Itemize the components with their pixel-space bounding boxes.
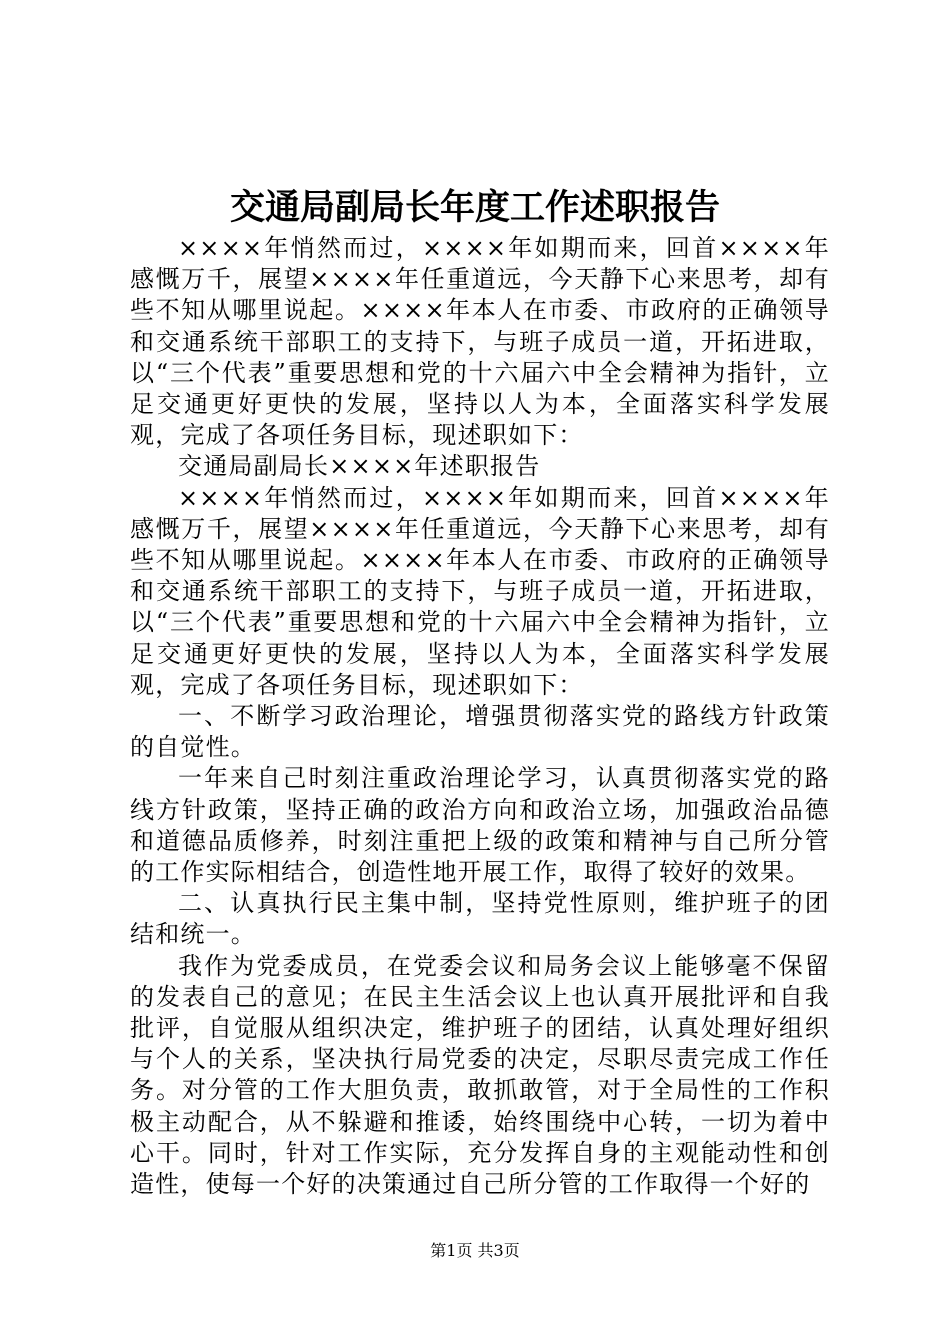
paragraph-intro-repeat: ××××年悄然而过，××××年如期而来，回首××××年感慨万千，展望××××年任重道远，今天静下心来思考，却有些不知从哪里说起。××××年本人在市委、市政府的正确领导和交通系统干部职工的支持下，与班子成员一道，开拓进取，以“三个代表”重要思想和党的十六届六中全会精神为指针，立足交通更好更快的发展，坚持以人为本，全面落实科学发展观，完成了各项任务目标，现述职如下： [130, 483, 830, 699]
page-number-footer: 第1页 共3页 [430, 1241, 520, 1260]
paragraph-intro: ××××年悄然而过，××××年如期而来，回首××××年感慨万千，展望××××年任重道远，今天静下心来思考，却有些不知从哪里说起。××××年本人在市委、市政府的正确领导和交通系统干部职工的支持下，与班子成员一道，开拓进取，以“三个代表”重要思想和党的十六届六中全会精神为指针，立足交通更好更快的发展，坚持以人为本，全面落实科学发展观，完成了各项任务目标，现述职如下： [130, 234, 830, 450]
section-heading-2: 二、认真执行民主集中制，坚持党性原则，维护班子的团结和统一。 [130, 889, 830, 949]
section-heading-1: 一、不断学习政治理论，增强贯彻落实党的路线方针政策的自觉性。 [130, 702, 830, 762]
paragraph-section-2: 我作为党委成员，在党委会议和局务会议上能够毫不保留的发表自己的意见；在民主生活会议上也认真开展批评和自我批评，自觉服从组织决定，维护班子的团结，认真处理好组织与个人的关系，坚决执行局党委的决定，尽职尽责完成工作任务。对分管的工作大胆负责，敢抓敢管，对于全局性的工作积极主动配合，从不躲避和推诿，始终围绕中心转，一切为着中心干。同时，针对工作实际，充分发挥自身的主观能动性和创造性，使每一个好的决策通过自己所分管的工作取得一个好的 [130, 951, 830, 1199]
paragraph-subtitle: 交通局副局长××××年述职报告 [178, 452, 541, 481]
document-body [130, 233, 830, 1200]
page-title: 交通局副局长年度工作述职报告 [229, 187, 720, 228]
paragraph-section-1: 一年来自己时刻注重政治理论学习，认真贯彻落实党的路线方针政策，坚持正确的政治方向和政治立场，加强政治品德和道德品质修养，时刻注重把上级的政策和精神与自己所分管的工作实际相结合，创造性地开展工作，取得了较好的效果。 [130, 764, 830, 887]
